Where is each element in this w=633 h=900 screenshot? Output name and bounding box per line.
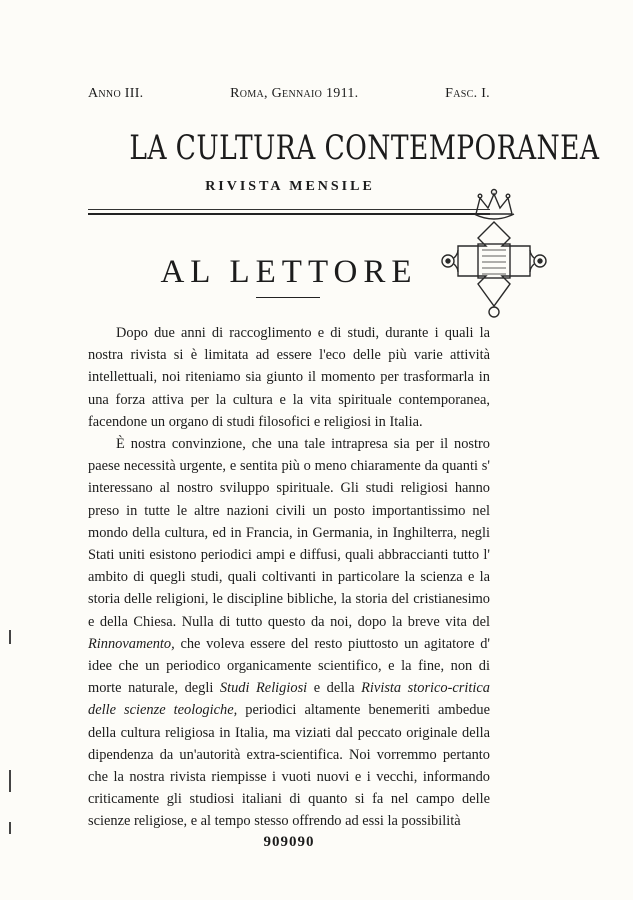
text-run: È nostra convinzione, che una tale intrapresa sia per il nostro paese necessità urgente, e sentita più o meno chiaramente da quanti s' interessano al nostro sviluppo spirituale. Gli studi religiosi hanno preso in tutte le altre nazioni civili un posto importantissimo nel mondo della cultura, ed in Francia, in Germania, in Inghilterra, negli Stati uniti esistono periodici ampi e diffusi, quali abbraccianti tutto l' ambito di quegli studi, quali coltivanti in particolare la scienza e la storia delle religioni, le discipline bibliche, la storia del cristianesimo e della Chiesa. Nulla di tutto questo da noi, dopo la breve vita del — [88, 436, 490, 630]
italic-title-run: Rivista storico-critica delle scienze teologiche, — [88, 680, 490, 719]
journal-subtitle: RIVISTA MENSILE — [205, 179, 375, 194]
place-date: Roma, Gennaio 1911. — [230, 86, 359, 101]
header-rule-thin — [88, 209, 490, 210]
journal-title: LA CULTURA CONTEMPORANEA — [129, 128, 600, 168]
italic-title-run: Rinnovamento, — [88, 635, 175, 652]
text-run: Dopo due anni di raccoglimento e di studi, durante i quali la nostra rivista si è limitata ad essere l'eco delle più varie attività intellettuali, noi riteniamo sia giunto il momento per trasformarla in una forza attiva per la cultura e la vita spirituale contemporanea, facendone un organo di studi filosofici e religiosi in Italia. — [88, 325, 490, 430]
catalog-number: 909090 — [263, 834, 315, 850]
italic-title-run: Studi Religiosi — [219, 680, 308, 697]
volume-label: Anno III. — [88, 86, 144, 101]
article-body — [88, 322, 490, 833]
header-rule-thick — [88, 213, 490, 215]
article-title: AL LETTORE — [160, 254, 418, 290]
scan-edge-mark — [9, 822, 11, 834]
text-run: e della — [307, 680, 362, 697]
title-underline — [256, 297, 320, 298]
issue-label: Fasc. I. — [445, 86, 490, 101]
body-paragraph — [88, 322, 490, 433]
scan-edge-mark — [9, 770, 11, 792]
text-run: periodici altamente benemeriti ambedue della cultura religiosa in Italia, ma viziati dal peccato originale della dipendenza da un'autorità extra-scientifica. Noi vorremmo pertanto che la nostra rivista riempisse i vuoti nuovi e i vecchi, informando criticamente gli studiosi italiani di quanto si fa nel campo delle scienze religiose, e al tempo stesso offrendo ad essi la possibilità — [88, 702, 490, 830]
running-header — [88, 86, 490, 102]
body-paragraph — [88, 433, 490, 833]
scan-edge-mark — [9, 630, 11, 644]
text-run: che voleva essere del resto piuttosto un agitatore d' idee che un periodico organicamente scientifico, e la fine, non di morte naturale, degli — [88, 635, 490, 697]
